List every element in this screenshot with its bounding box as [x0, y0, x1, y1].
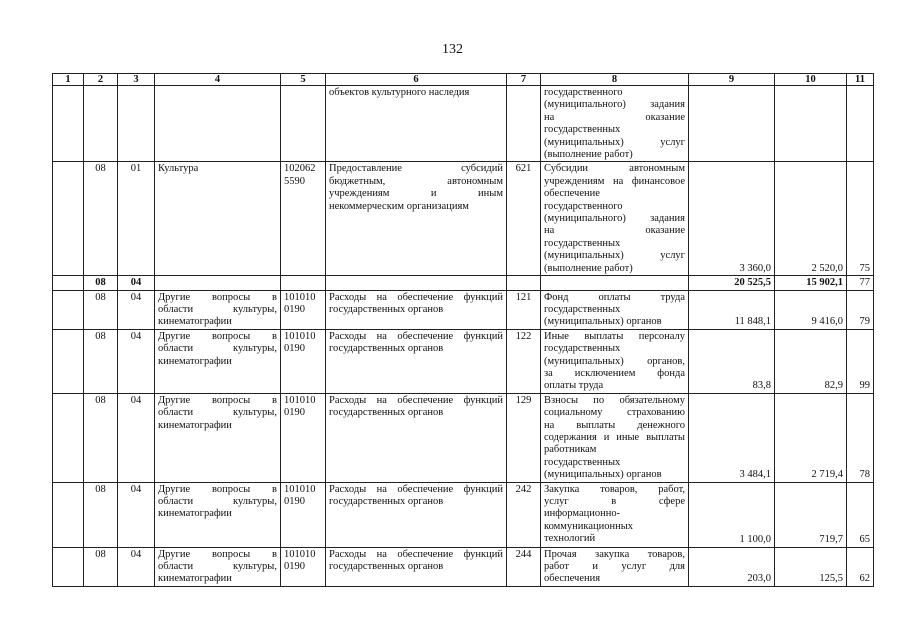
- cell-line: Расходы на обеспечение функций: [329, 394, 503, 406]
- page-number: 132: [442, 42, 463, 57]
- cell-c3: 04: [118, 329, 155, 393]
- cell-line: государственных органов: [329, 343, 444, 355]
- cell-c8: [541, 290, 689, 329]
- cell-c8: [541, 276, 689, 290]
- column-header-9: 9: [689, 74, 775, 86]
- cell-line: государственного: [544, 200, 623, 212]
- cell-line: содержания и иные выплаты: [544, 431, 685, 443]
- cell-c1: [53, 329, 84, 393]
- cell-c7: 242: [507, 482, 541, 547]
- cell-c11: 77: [847, 276, 874, 290]
- cell-line: Взносы по обязательному: [544, 394, 685, 406]
- cell-line: Другие вопросы в: [158, 394, 277, 406]
- cell-line: (выполнение работ): [544, 149, 633, 161]
- cell-c4: [155, 482, 281, 547]
- cell-line: области культуры,: [158, 496, 277, 507]
- table-row: [53, 276, 874, 290]
- cell-c3: 04: [118, 276, 155, 290]
- cell-c4: [155, 86, 281, 162]
- cell-c1: [53, 162, 84, 276]
- cell-c4: [155, 290, 281, 329]
- cell-c6: [326, 482, 507, 547]
- cell-line: коммуникационных: [544, 520, 634, 532]
- cell-c6: объектов культурного наследия: [326, 86, 507, 162]
- cell-c5: [281, 329, 326, 393]
- cell-line: области культуры,: [158, 343, 277, 355]
- cell-line: (муниципального) задания: [544, 213, 685, 225]
- table-row: [53, 482, 874, 547]
- cell-c11: 75: [847, 162, 874, 276]
- cell-line: 101010: [284, 483, 316, 495]
- column-header-4: 4: [155, 74, 281, 86]
- cell-c2: 08: [84, 329, 118, 393]
- cell-line: обеспечения: [544, 573, 601, 585]
- cell-c9: 20 525,5: [689, 276, 775, 290]
- cell-line: кинематографии: [158, 316, 232, 328]
- cell-c1: [53, 547, 84, 586]
- cell-line: кинематографии: [158, 419, 232, 431]
- cell-c9: 83,8: [689, 329, 775, 393]
- cell-c7: 621: [507, 162, 541, 276]
- cell-c9: 203,0: [689, 547, 775, 586]
- cell-c9: 3 484,1: [689, 393, 775, 482]
- cell-line: на оказание: [544, 111, 685, 123]
- cell-line: (муниципальных) органов: [544, 316, 662, 328]
- cell-line: Предоставление субсидий: [329, 163, 503, 175]
- cell-line: государственных: [544, 124, 621, 136]
- column-header-5: 5: [281, 74, 326, 86]
- cell-c6: [326, 276, 507, 290]
- cell-line: Другие вопросы в: [158, 330, 277, 342]
- column-header-10: 10: [775, 74, 847, 86]
- cell-line: 0190: [284, 343, 305, 355]
- cell-line: 101010: [284, 330, 316, 342]
- cell-line: Другие вопросы в: [158, 548, 277, 560]
- cell-c8: [541, 547, 689, 586]
- cell-c8: [541, 482, 689, 547]
- cell-c8: [541, 393, 689, 482]
- cell-c4: [155, 547, 281, 586]
- column-header-2: 2: [84, 74, 118, 86]
- cell-line: Прочая закупка товаров,: [544, 548, 685, 560]
- cell-c5: [281, 393, 326, 482]
- cell-line: Другие вопросы в: [158, 483, 277, 495]
- cell-line: 0190: [284, 407, 305, 419]
- cell-c7: 122: [507, 329, 541, 393]
- cell-c11: [847, 86, 874, 162]
- cell-c5: [281, 482, 326, 547]
- cell-c5: [281, 276, 326, 290]
- cell-line: (муниципальных) услуг: [544, 250, 685, 262]
- cell-line: некоммерческим организациям: [329, 200, 469, 212]
- cell-line: 0190: [284, 496, 305, 507]
- cell-c7: 121: [507, 290, 541, 329]
- cell-line: за исключением фонда: [544, 367, 685, 379]
- table-row: [53, 86, 874, 162]
- cell-line: (муниципального) задания: [544, 99, 685, 111]
- cell-line: 0190: [284, 561, 305, 572]
- cell-line: государственного: [544, 87, 623, 98]
- cell-c6: [326, 547, 507, 586]
- cell-line: (муниципальных) органов,: [544, 355, 685, 367]
- cell-c4: [155, 276, 281, 290]
- column-header-3: 3: [118, 74, 155, 86]
- cell-c10: 125,5: [775, 547, 847, 586]
- table-body: [53, 86, 874, 587]
- cell-line: Другие вопросы в: [158, 291, 277, 303]
- cell-c10: 719,7: [775, 482, 847, 547]
- cell-line: информационно-: [544, 508, 621, 520]
- cell-c4: [155, 329, 281, 393]
- table-row: [53, 393, 874, 482]
- cell-line: учреждениям на финансовое: [544, 175, 685, 187]
- cell-line: кинематографии: [158, 573, 232, 585]
- cell-c2: 08: [84, 482, 118, 547]
- cell-line: государственных: [544, 237, 621, 249]
- cell-line: государственных: [544, 303, 621, 315]
- cell-line: оплаты труда: [544, 380, 604, 392]
- cell-line: государственных: [544, 343, 621, 355]
- cell-c7: 129: [507, 393, 541, 482]
- cell-c10: 9 416,0: [775, 290, 847, 329]
- cell-line: технологий: [544, 533, 596, 545]
- cell-c5: [281, 290, 326, 329]
- cell-c8: [541, 162, 689, 276]
- cell-c3: 04: [118, 482, 155, 547]
- cell-line: Фонд оплаты труда: [544, 291, 685, 303]
- cell-line: государственных органов: [329, 407, 444, 419]
- cell-line: кинематографии: [158, 508, 232, 520]
- cell-c10: [775, 86, 847, 162]
- cell-c9: [689, 86, 775, 162]
- cell-c7: [507, 86, 541, 162]
- cell-line: (выполнение работ): [544, 262, 633, 274]
- cell-c1: [53, 290, 84, 329]
- column-header-11: 11: [847, 74, 874, 86]
- column-header-6: 6: [326, 74, 507, 86]
- cell-line: государственных органов: [329, 561, 444, 572]
- cell-line: социальному страхованию: [544, 407, 685, 419]
- cell-c1: [53, 86, 84, 162]
- cell-line: обеспечение: [544, 188, 600, 200]
- cell-line: Иные выплаты персоналу: [544, 330, 685, 342]
- cell-line: Субсидии автономным: [544, 163, 685, 175]
- table-row: [53, 290, 874, 329]
- cell-c10: 2 520,0: [775, 162, 847, 276]
- column-header-1: 1: [53, 74, 84, 86]
- cell-line: (муниципальных) услуг: [544, 136, 685, 148]
- cell-c7: 244: [507, 547, 541, 586]
- cell-line: бюджетным, автономным: [329, 175, 503, 187]
- cell-c11: 79: [847, 290, 874, 329]
- cell-c8: [541, 86, 689, 162]
- cell-c9: 3 360,0: [689, 162, 775, 276]
- budget-table: [52, 73, 874, 587]
- cell-line: государственных органов: [329, 303, 444, 315]
- cell-c6: [326, 162, 507, 276]
- cell-c10: 15 902,1: [775, 276, 847, 290]
- cell-line: учреждениям и иным: [329, 188, 503, 200]
- cell-c11: 65: [847, 482, 874, 547]
- cell-c10: 2 719,4: [775, 393, 847, 482]
- cell-c2: [84, 86, 118, 162]
- cell-c10: 82,9: [775, 329, 847, 393]
- cell-c3: 04: [118, 393, 155, 482]
- cell-line: государственных органов: [329, 496, 444, 507]
- cell-line: услуг в сфере: [544, 496, 685, 507]
- cell-line: 5590: [284, 175, 305, 187]
- cell-c8: [541, 329, 689, 393]
- cell-c6: [326, 393, 507, 482]
- cell-line: государственных: [544, 456, 621, 468]
- cell-line: кинематографии: [158, 355, 232, 367]
- cell-c4: Культура: [155, 162, 281, 276]
- cell-line: области культуры,: [158, 407, 277, 419]
- header-row: [53, 74, 874, 86]
- cell-c3: [118, 86, 155, 162]
- cell-line: 101010: [284, 291, 316, 303]
- cell-line: 101010: [284, 394, 316, 406]
- cell-c2: 08: [84, 276, 118, 290]
- cell-c2: 08: [84, 290, 118, 329]
- cell-c7: [507, 276, 541, 290]
- cell-c2: 08: [84, 393, 118, 482]
- cell-c9: 1 100,0: [689, 482, 775, 547]
- cell-line: Расходы на обеспечение функций: [329, 548, 503, 560]
- cell-line: работникам: [544, 444, 597, 456]
- cell-c1: [53, 482, 84, 547]
- cell-line: 101010: [284, 548, 316, 560]
- cell-c5: [281, 547, 326, 586]
- cell-c11: 62: [847, 547, 874, 586]
- table-row: [53, 547, 874, 586]
- cell-line: на оказание: [544, 225, 685, 237]
- cell-c11: 78: [847, 393, 874, 482]
- cell-line: 0190: [284, 303, 305, 315]
- cell-c11: 99: [847, 329, 874, 393]
- cell-c4: [155, 393, 281, 482]
- cell-line: Расходы на обеспечение функций: [329, 330, 503, 342]
- table-row: [53, 329, 874, 393]
- cell-c6: [326, 290, 507, 329]
- cell-line: области культуры,: [158, 303, 277, 315]
- cell-c5: [281, 162, 326, 276]
- cell-line: Расходы на обеспечение функций: [329, 291, 503, 303]
- cell-c1: [53, 393, 84, 482]
- column-header-8: 8: [541, 74, 689, 86]
- cell-c3: 04: [118, 547, 155, 586]
- column-header-7: 7: [507, 74, 541, 86]
- cell-c5: [281, 86, 326, 162]
- cell-line: Закупка товаров, работ,: [544, 483, 685, 495]
- cell-c2: 08: [84, 162, 118, 276]
- cell-c1: [53, 276, 84, 290]
- cell-line: работ и услуг для: [544, 561, 685, 572]
- cell-line: 102062: [284, 163, 316, 175]
- cell-c6: [326, 329, 507, 393]
- cell-c2: 08: [84, 547, 118, 586]
- cell-line: (муниципальных) органов: [544, 469, 662, 481]
- cell-line: Расходы на обеспечение функций: [329, 483, 503, 495]
- cell-c3: 01: [118, 162, 155, 276]
- cell-c3: 04: [118, 290, 155, 329]
- cell-c9: 11 848,1: [689, 290, 775, 329]
- cell-line: области культуры,: [158, 561, 277, 572]
- table-row: [53, 162, 874, 276]
- cell-line: на выплаты денежного: [544, 419, 685, 431]
